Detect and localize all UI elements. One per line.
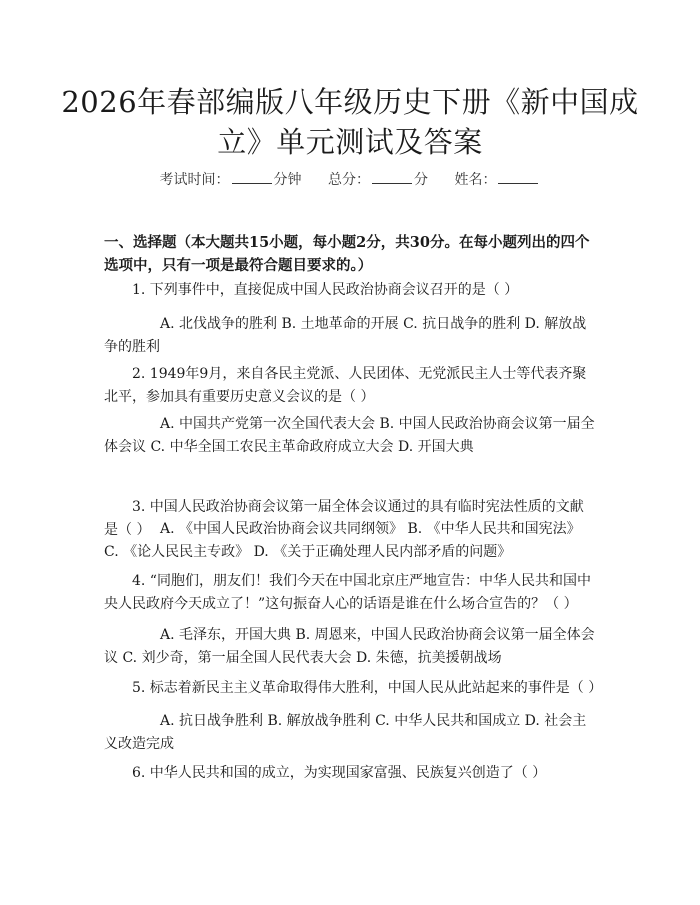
exam-time-blank <box>232 171 272 184</box>
section-heading: 一、选择题（本大题共15小题，每小题2分，共30分。在每小题列出的四个选项中，只有一项是最符合题目要求的。） <box>104 234 590 274</box>
student-name-blank <box>498 171 538 184</box>
question-4-options: A. 毛泽东，开国大典 B. 周恩来，中国人民政治协商会议第一届全体会议 C. 刘少奇，第一届全国人民代表大会 D. 朱德，抗美援朝战场 <box>104 627 595 666</box>
exam-time-unit: 分钟 <box>273 172 302 188</box>
total-score-blank <box>372 171 412 184</box>
total-score-label: 总分： <box>328 172 370 188</box>
question-1-options: A. 北伐战争的胜利 B. 土地革命的开展 C. 抗日战争的胜利 D. 解放战争的胜利 <box>104 316 587 355</box>
question-6-stem: 6. 中华人民共和国的成立，为实现国家富强、民族复兴创造了（ ） <box>132 765 547 781</box>
question-2-options: A. 中国共产党第一次全国代表大会 B. 中国人民政治协商会议第一届全体会议 C. 中华全国工农民主革命政府成立大会 D. 开国大典 <box>104 416 595 455</box>
exam-info-line <box>0 169 700 189</box>
question-3-options: A. 《中国人民政治协商会议共同纲领》 B. 《中华人民共和国宪法》 C. 《论人民民主专政》 D. 《关于正确处理人民内部矛盾的问题》 <box>104 521 581 560</box>
question-4-stem: 4. “同胞们，朋友们！我们今天在中国北京庄严地宣告：中华人民共和国中央人民政府今天成立了！”这句振奋人心的话语是谁在什么场合宣告的？（ ） <box>104 573 591 612</box>
question-3-stem: 3. 中国人民政治协商会议第一届全体会议通过的具有临时宪法性质的文献是（ ） <box>104 499 584 538</box>
exam-time-field <box>160 172 302 188</box>
question-5-stem: 5. 标志着新民主主义革命取得伟大胜利，中国人民从此站起来的事件是（ ） <box>132 680 603 696</box>
total-score-field <box>328 172 428 188</box>
student-name-label: 姓名： <box>454 172 497 188</box>
question-2-stem: 2. 1949年9月，来自各民主党派、人民团体、无党派民主人士等代表齐聚北平，参加具有重要历史意义会议的是（ ） <box>104 366 587 405</box>
total-score-unit: 分 <box>414 172 428 188</box>
question-5-options: A. 抗日战争胜利 B. 解放战争胜利 C. 中华人民共和国成立 D. 社会主义改造完成 <box>104 713 587 752</box>
exam-time-label: 考试时间： <box>159 172 230 188</box>
student-name-field <box>454 172 540 188</box>
question-1-stem: 1. 下列事件中，直接促成中国人民政治协商会议召开的是（ ） <box>132 282 519 298</box>
page-title: 2026年春部编版八年级历史下册《新中国成立》单元测试及答案 <box>61 85 639 159</box>
